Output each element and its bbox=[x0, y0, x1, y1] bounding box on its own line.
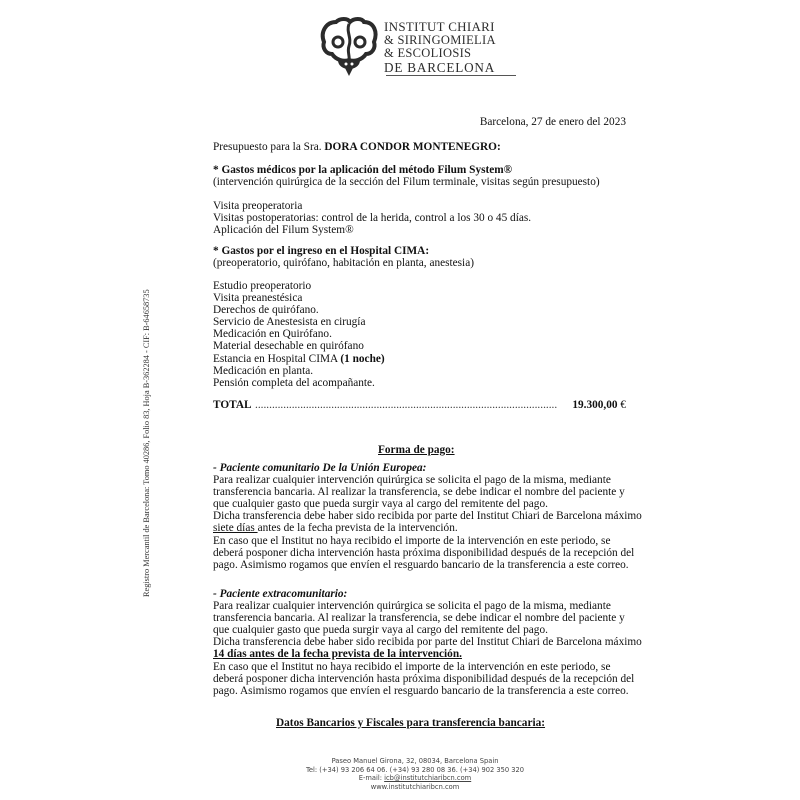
list-item: Medicación en Quirófano. bbox=[213, 328, 332, 341]
medical-expenses-section bbox=[213, 164, 600, 188]
list-item: Visita preoperatoria bbox=[213, 200, 303, 212]
budget-recipient bbox=[213, 141, 501, 153]
paragraph-line: En caso que el Institut no haya recibido el importe de la intervención en este periodo, se bbox=[213, 660, 611, 673]
list-item: Material desechable en quirófano bbox=[213, 340, 364, 353]
section-subheading: (intervención quirúrgica de la sección del Filum terminale, visitas según presupuesto) bbox=[213, 176, 600, 189]
section-heading: * Gastos por el ingreso en el Hospital CIMA: bbox=[213, 245, 430, 257]
logo-divider bbox=[386, 75, 516, 76]
list-item: Pensión completa del acompañante. bbox=[213, 376, 375, 389]
list-item: Medicación en planta. bbox=[213, 364, 314, 377]
paragraph-line: Para realizar cualquier intervención quirúrgica se solicita el pago de la misma, mediante bbox=[213, 474, 611, 487]
paragraph-line: pago. Asimismo rogamos que envíen el resguardo bancario de la transferencia a este correo. bbox=[213, 684, 629, 697]
eu-patient-section bbox=[213, 462, 642, 571]
list-item: Visitas postoperatorias: control de la herida, control a los 30 o 45 días. bbox=[213, 212, 532, 225]
section-heading: * Gastos médicos por la aplicación del método Filum System® bbox=[213, 164, 513, 176]
list-item: Derechos de quirófano. bbox=[213, 304, 319, 317]
recipient-prefix: Presupuesto para la Sra. bbox=[213, 141, 325, 153]
stay-duration: (1 noche) bbox=[340, 352, 385, 365]
paragraph-line: que cualquier gasto que pueda surgir vaya al cargo del remitente del pago. bbox=[213, 498, 548, 511]
footer-address: Paseo Manuel Girona, 32, 08034, Barcelona Spain bbox=[331, 757, 499, 765]
medical-expenses-items bbox=[213, 200, 531, 236]
payment-title: Forma de pago: bbox=[378, 444, 455, 456]
paragraph-line: pago. Asimismo rogamos que envíen el resguardo bancario de la transferencia a este correo. bbox=[213, 558, 629, 571]
paragraph-line: transferencia bancaria. Al realizar la transferencia, se debe indicar el nombre del paciente y bbox=[213, 612, 625, 625]
total-row bbox=[213, 399, 626, 411]
brain-face-logo-icon bbox=[316, 16, 380, 78]
paragraph-line: Dicha transferencia debe haber sido recibida por parte del Institut Chiari de Barcelona máximo bbox=[213, 636, 642, 649]
paragraph-line: En caso que el Institut no haya recibido el importe de la intervención en este periodo, se bbox=[213, 534, 611, 547]
total-leader-dots: ........................................................................................................... bbox=[255, 399, 558, 411]
section-heading: - Paciente comunitario De la Unión Europea: bbox=[213, 462, 427, 474]
deadline-rest: antes de la fecha prevista de la intervención. bbox=[257, 522, 458, 535]
logo-line: & SIRINGOMIELIA bbox=[384, 32, 496, 47]
logo-text bbox=[384, 20, 496, 74]
footer-phones: Tel: (+34) 93 206 64 06. (+34) 93 280 08 36. (+34) 902 350 320 bbox=[305, 765, 525, 774]
footer-email-line bbox=[300, 774, 530, 783]
deadline-line bbox=[213, 522, 642, 534]
hospital-expenses-items bbox=[213, 280, 385, 389]
stay-label: Estancia en Hospital CIMA bbox=[213, 352, 341, 365]
total-value: 19.300,00 bbox=[572, 399, 618, 411]
total-amount bbox=[572, 399, 626, 411]
footer-website[interactable]: www.institutchiaribcn.com bbox=[370, 782, 460, 791]
registry-side-text: Registro Mercantil de Barcelona: Tomo 40286, Folio 83, Hoja B-362284 - CIF: B-64658735 bbox=[142, 289, 151, 597]
recipient-name: DORA CONDOR MONTENEGRO: bbox=[324, 141, 501, 153]
paragraph-line: transferencia bancaria. Al realizar la transferencia, se debe indicar el nombre del paciente y bbox=[213, 486, 625, 499]
deadline-days: siete días bbox=[213, 522, 258, 535]
logo-line: & ESCOLIOSIS bbox=[384, 46, 472, 60]
paragraph-line: que cualquier gasto que pueda surgir vaya al cargo del remitente del pago. bbox=[213, 624, 548, 637]
paragraph-line: deberá posponer dicha intervención hasta próxima disponibilidad después de la recepción del bbox=[213, 546, 635, 559]
list-item: Aplicación del Filum System® bbox=[213, 224, 354, 237]
email-link[interactable]: icb@institutchiaribcn.com bbox=[384, 774, 472, 783]
section-subheading: (preoperatorio, quirófano, habitación en planta, anestesia) bbox=[213, 257, 474, 270]
total-label: TOTAL bbox=[213, 399, 252, 411]
deadline-line: 14 días antes de la fecha prevista de la intervención. bbox=[213, 648, 462, 661]
non-eu-patient-section bbox=[213, 588, 642, 697]
logo-line: DE BARCELONA bbox=[384, 59, 496, 75]
list-item: Servicio de Anestesista en cirugía bbox=[213, 316, 366, 329]
hospital-expenses-section bbox=[213, 245, 474, 269]
section-heading: - Paciente extracomunitario: bbox=[213, 588, 348, 600]
email-label: E-mail: bbox=[358, 774, 385, 783]
list-item: Estudio preoperatorio bbox=[213, 280, 312, 292]
paragraph-line: deberá posponer dicha intervención hasta próxima disponibilidad después de la recepción del bbox=[213, 672, 635, 685]
institute-logo bbox=[316, 16, 516, 78]
document-date: Barcelona, 27 de enero del 2023 bbox=[479, 116, 626, 128]
list-item-stay bbox=[213, 353, 385, 365]
paragraph-line: Dicha transferencia debe haber sido recibida por parte del Institut Chiari de Barcelona máximo bbox=[213, 510, 642, 523]
footer bbox=[300, 757, 530, 791]
currency-symbol: € bbox=[620, 399, 626, 411]
bank-details-title: Datos Bancarios y Fiscales para transferencia bancaria: bbox=[276, 717, 546, 729]
paragraph-line: Para realizar cualquier intervención quirúrgica se solicita el pago de la misma, mediante bbox=[213, 600, 611, 613]
logo-line: INSTITUT CHIARI bbox=[384, 19, 495, 34]
list-item: Visita preanestésica bbox=[213, 292, 303, 305]
